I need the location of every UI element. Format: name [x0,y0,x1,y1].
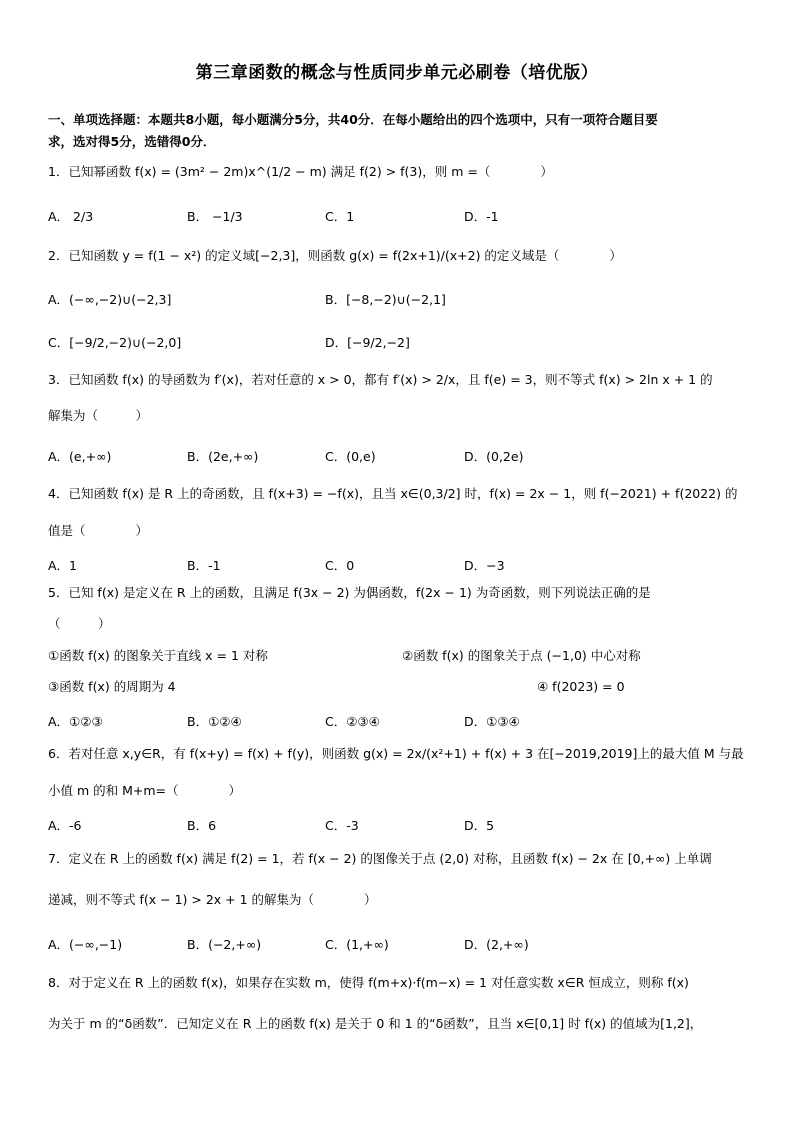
question-7-option-c: C．(1,+∞) [325,937,389,952]
question-6-option-a: A．-6 [48,818,82,833]
section-instructions-line-1: 一、单项选择题：本题共8小题，每小题满分5分，共40分．在每小题给出的四个选项中，只有一项符合题目要 [48,112,658,127]
question-5-statement-2: ②函数 f(x) 的图象关于点 (−1,0) 中心对称 [402,648,641,663]
question-5-stem-line-2: （ ） [48,616,111,631]
question-7-option-d: D．(2,+∞) [464,937,529,952]
question-4-option-c: C．0 [325,558,355,573]
question-1-option-c: C．1 [325,209,355,224]
question-6-option-d: D．5 [464,818,495,833]
question-6-option-b: B．6 [187,818,217,833]
question-5-options [48,712,754,732]
question-1-option-b: B． −1/3 [187,209,243,224]
question-6-stem-line-1: 6．若对任意 x,y∈R，有 f(x+y) = f(x) + f(y)，则函数 g(x) = 2x/(x²+1) + f(x) + 3 在[−2019,2019]上的最大值 M 与最 [48,746,744,761]
question-6-stem-line-2: 小值 m 的和 M+m=（ ） [48,783,242,798]
question-1-option-a: A． 2/3 [48,209,94,224]
question-1-options [48,207,754,227]
question-2-option-a: A．(−∞,−2)∪(−2,3] [48,292,172,307]
question-1-stem: 1．已知幂函数 f(x) = (3m² − 2m)x^(1/2 − m) 满足 f(2) > f(3)，则 m =（ ） [48,164,553,179]
question-5-statement-4: ④ f(2023) = 0 [537,679,625,694]
question-2-options-row-1 [48,290,754,310]
question-2-option-b: B．[−8,−2)∪(−2,1] [325,292,446,307]
question-8-stem-line-1: 8．对于定义在 R 上的函数 f(x)，如果存在实数 m，使得 f(m+x)·f(m−x) = 1 对任意实数 x∈R 恒成立，则称 f(x) [48,975,689,990]
question-3-option-b: B．(2e,+∞) [187,449,259,464]
question-2-option-c: C．[−9/2,−2)∪(−2,0] [48,335,182,350]
question-5-option-b: B．①②④ [187,714,242,729]
question-5-option-d: D．①③④ [464,714,520,729]
question-5-option-a: A．①②③ [48,714,103,729]
page-title: 第三章函数的概念与性质同步单元必刷卷（培优版） [195,63,599,83]
question-7-stem-line-1: 7．定义在 R 上的函数 f(x) 满足 f(2) = 1，若 f(x − 2) 的图像关于点 (2,0) 对称，且函数 f(x) − 2x 在 [0,+∞) 上单调 [48,851,712,866]
question-6-option-c: C．-3 [325,818,359,833]
question-4-options [48,556,754,576]
question-2-option-d: D．[−9/2,−2] [325,335,410,350]
question-4-stem-line-2: 值是（ ） [48,523,149,538]
question-7-options [48,935,754,955]
question-5-stem-line-1: 5．已知 f(x) 是定义在 R 上的函数，且满足 f(3x − 2) 为偶函数，f(2x − 1) 为奇函数，则下列说法正确的是 [48,585,651,600]
question-4-option-a: A．1 [48,558,78,573]
question-3-option-a: A．(e,+∞) [48,449,112,464]
question-8-stem-line-2: 为关于 m 的“δ函数”．已知定义在 R 上的函数 f(x) 是关于 0 和 1 的“δ函数”，且当 x∈[0,1] 时 f(x) 的值域为[1,2]， [48,1016,703,1031]
question-2-options-row-2 [48,333,754,353]
question-4-stem-line-1: 4．已知函数 f(x) 是 R 上的奇函数，且 f(x+3) = −f(x)，且当 x∈(0,3/2] 时，f(x) = 2x − 1，则 f(−2021) + f(2022) 的 [48,486,738,501]
question-4-option-b: B．-1 [187,558,221,573]
question-7-option-b: B．(−2,+∞) [187,937,262,952]
question-2-stem: 2．已知函数 y = f(1 − x²) 的定义域[−2,3]，则函数 g(x) = f(2x+1)/(x+2) 的定义域是（ ） [48,248,622,263]
question-5-statement-1: ①函数 f(x) 的图象关于直线 x = 1 对称 [48,648,268,663]
question-3-option-d: D．(0,2e) [464,449,524,464]
question-7-stem-line-2: 递减，则不等式 f(x − 1) > 2x + 1 的解集为（ ） [48,892,377,907]
question-7-option-a: A．(−∞,−1) [48,937,123,952]
question-3-options [48,447,754,467]
question-5-option-c: C．②③④ [325,714,380,729]
question-4-option-d: D．−3 [464,558,505,573]
section-instructions-line-2: 求，选对得5分，选错得0分． [48,134,216,149]
question-3-stem-line-2: 解集为（ ） [48,408,149,423]
question-3-option-c: C．(0,e) [325,449,376,464]
question-5-statement-3: ③函数 f(x) 的周期为 4 [48,679,176,694]
question-6-options [48,816,754,836]
question-1-option-d: D．-1 [464,209,499,224]
question-3-stem-line-1: 3．已知函数 f(x) 的导函数为 f′(x)，若对任意的 x > 0，都有 f′(x) > 2/x，且 f(e) = 3，则不等式 f(x) > 2ln x + 1 的 [48,372,713,387]
